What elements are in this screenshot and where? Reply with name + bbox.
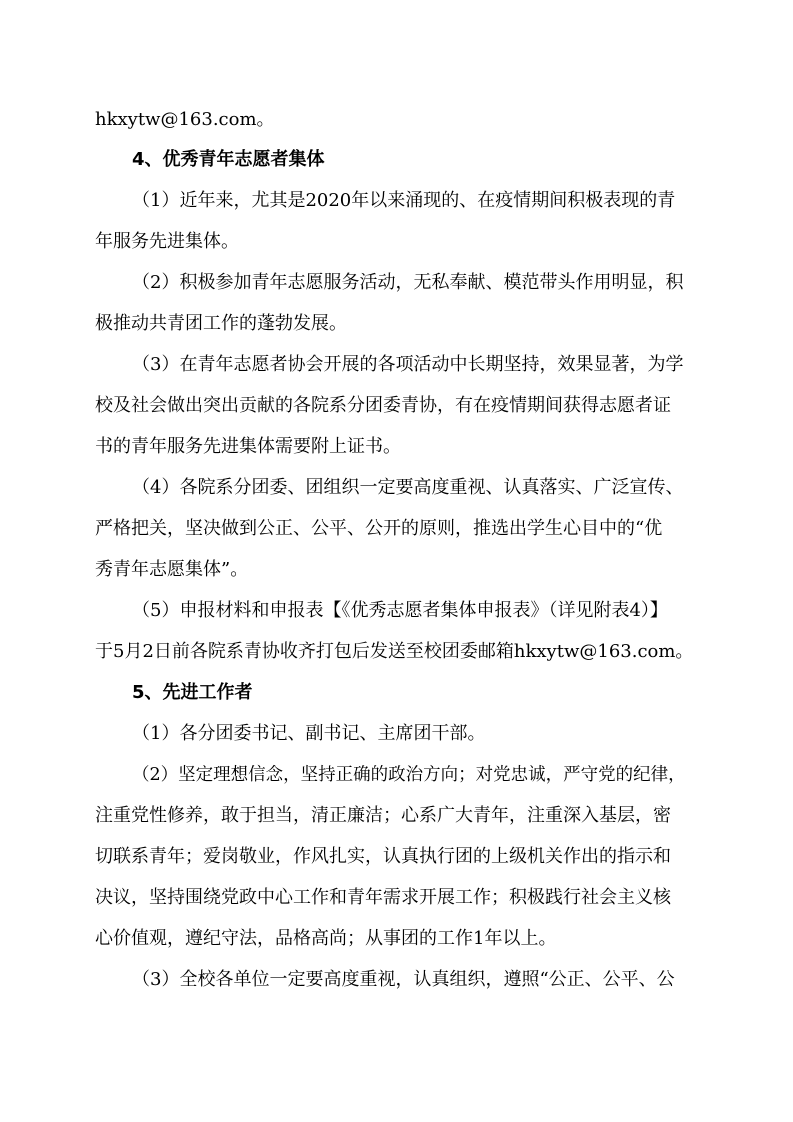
- paragraph-line: （3）全校各单位一定要高度重视，认真组织，遵照“公正、公平、公: [132, 969, 675, 990]
- paragraph-line: （5）申报材料和申报表【《优秀志愿者集体申报表》（详见附表4）】: [132, 600, 668, 621]
- paragraph-line: 书的青年服务先进集体需要附上证书。: [95, 436, 401, 457]
- paragraph-line: 秀青年志愿集体”。: [95, 559, 249, 580]
- paragraph-line: （2）积极参加青年志愿服务活动，无私奉献、模范带头作用明显，积: [132, 272, 684, 293]
- paragraph-line: （1）各分团委书记、副书记、主席团干部。: [132, 723, 486, 744]
- paragraph-line: （4）各院系分团委、团组织一定要高度重视、认真落实、广泛宣传、: [132, 477, 684, 498]
- paragraph-line: 决议，坚持围绕党政中心工作和青年需求开展工作；积极践行社会主义核: [95, 887, 671, 908]
- paragraph-line: 注重党性修养，敢于担当，清正廉洁；心系广大青年，注重深入基层，密: [95, 805, 671, 826]
- paragraph-line: 校及社会做出突出贡献的各院系分团委青协，有在疫情期间获得志愿者证: [95, 395, 671, 416]
- section-heading-advanced-worker: 5、先进工作者: [132, 682, 253, 703]
- paragraph-line: 极推动共青团工作的蓬勃发展。: [95, 313, 347, 334]
- section-heading-excellent-volunteer-group: 4、优秀青年志愿者集体: [132, 149, 325, 170]
- paragraph-line: （2）坚定理想信念，坚持正确的政治方向；对党忠诚，严守党的纪律，: [132, 765, 686, 785]
- paragraph-line: 年服务先进集体。: [95, 231, 239, 252]
- email-continuation-line: hkxytw@163.com。: [95, 109, 275, 130]
- paragraph-line: 于5月2日前各院系青协收齐打包后发送至校团委邮箱hkxytw@163.com。: [95, 641, 694, 662]
- paragraph-line: 切联系青年；爱岗敬业，作风扎实，认真执行团的上级机关作出的指示和: [95, 846, 671, 867]
- paragraph-line: 严格把关，坚决做到公正、公平、公开的原则，推选出学生心目中的“优: [95, 518, 663, 539]
- paragraph-line: （3）在青年志愿者协会开展的各项活动中长期坚持，效果显著，为学: [132, 354, 684, 375]
- paragraph-line: 心价值观，遵纪守法，品格高尚；从事团的工作1年以上。: [95, 928, 557, 949]
- paragraph-line: （1）近年来，尤其是2020年以来涌现的、在疫情期间积极表现的青: [132, 190, 676, 211]
